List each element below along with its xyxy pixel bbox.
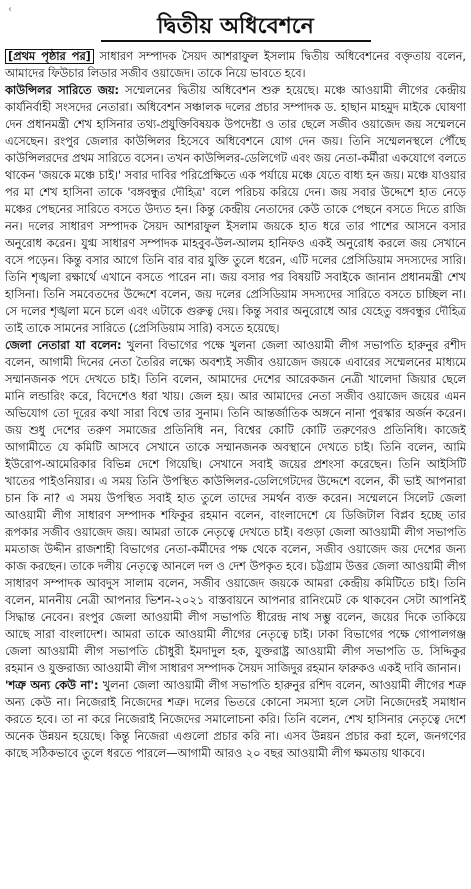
continued-from-label: [প্রথম পৃষ্ঠার পর] bbox=[5, 49, 94, 64]
section-text: খুলনা বিভাগের পক্ষে খুলনা জেলা আওয়ামী লীগ সভাপতি হারুনুর রশীদ বলেন, আগামী দিনের নেতা তৈরির লক্ষ্যে অবশ্যই সজীব ওয়াজেদ জয়কে এবারের সম্মেলনের মাধ্যমে সম্মানজনক পদে দেখতে চাই। তিনি বলেন, আমাদের দেশের আরেকজন নেত্রী খালেদা জিয়ার ছেলে মানি লন্ডারিং করে, বিদেশেও ধরা খায়। জেল হয়। আর আমাদের নেতা সজীব ওয়াজেদ জয়ের এমন অভিযোগ তো দূরের কথা সারা বিশ্বে তার সুনাম। তিনি আন্তর্জাতিক অঙ্গনে নানা পুরস্কার অর্জন করেন। জয় শুধু দেশের তরুণ সমাজের প্রতিনিধি নন, বিশ্বের কোটি কোটি তরুণেরও প্রতিনিধি। কাজেই আগামীতে যে কমিটি আসবে সেখানে তাকে সম্মানজনক অবস্থানে দেখতে চাই। তিনি বলেন, আমি ইউরোপ-আমেরিকার বিভিন্ন দেশে গিয়েছি। সেখানে সবাই জয়ের প্রশংসা করেছেন। তিনি আইসিটি খাতের পাইওনিয়ার। এ সময় তিনি উপস্থিত কাউন্সিলর-ডেলিগেটদের উদ্দেশে বলেন, কী ভাই আপনারা চান কি না? এ সময় উপস্থিত সবাই হাত তুলে তাদের সমর্থন ব্যক্ত করেন। সম্মেলনে সিলেট জেলা আওয়ামী লীগ সাধারণ সম্পাদক শফিকুর রহমান বলেন, বাংলাদেশে যে ডিজিটাল বিপ্লব হচ্ছে তার রূপকার সজীব ওয়াজেদ জয়। আমরা তাকে নেতৃত্বে দেখতে চাই। বগুড়া জেলা আওয়ামী লীগ সভাপতি মমতাজ উদ্দীন রাজশাহী বিভাগের নেতা-কর্মীদের পক্ষ থেকে বলেন, সজীব ওয়াজেদ জয় দেশের জন্য কাজ করছেন। তাকে দলীয় নেতৃত্বে আনলে দল ও দেশ উপকৃত হবে। চট্টগ্রাম উত্তর জেলা আওয়ামী লীগ সাধারণ সম্পাদক আবদুস সালাম বলেন, সজীব ওয়াজেদ জয়কে আমরা কেন্দ্রীয় কমিটিতে চাই। তিনি বলেন, মাননীয় নেত্রী আপনার ভিশন-২০২১ বাস্তবায়নে আপনার রানিংমেট কে থাকবেন সেটা আপনিই সিদ্ধান্ত নেবেন। রংপুর জেলা আওয়ামী লীগ সভাপতি ধীরেন্দ্র নাথ সম্ভু বলেন, জয়ের দিকে তাকিয়ে আছে সারা বাংলাদেশ। আমরা তাকে আওয়ামী লীগের নেতৃত্বে চাই। ঢাকা বিভাগের পক্ষে গোপালগঞ্জ জেলা আওয়ামী লীগ সভাপতি চৌধুরী ইমদাদুল হক, যুক্তরাষ্ট্র আওয়ামী লীগ সভাপতি ড. সিদ্দিকুর রহমান ও যুক্তরাজ্য আওয়ামী লীগ সাধারণ সম্পাদক সৈয়দ সাজিদুর রহমান ফারুকও একই দাবি জানান। bbox=[5, 339, 466, 675]
headline: দ্বিতীয় অধিবেশনে bbox=[157, 14, 314, 39]
intro-text: সাধারণ সম্পাদক সৈয়দ আশরাফুল ইসলাম দ্বিতীয় অধিবেশনের বক্তৃতায় বলেন, আমাদের ফিউচার লিডার সজীব ওয়াজেদ। তাকে নিয়ে ভাবতে হবে। bbox=[5, 50, 466, 80]
section-text: সম্মেলনের দ্বিতীয় অধিবেশন শুরু হয়েছে। মঞ্চে আওয়ামী লীগের কেন্দ্রীয় কার্যনির্বাহী সংসদের নেতারা। অধিবেশন সঞ্চালক দলের প্রচার সম্পাদক ড. হাছান মাহমুদ মাইকে ঘোষণা দেন প্রধানমন্ত্রী শেখ হাসিনার তথ্য-প্রযুক্তিবিষয়ক উপদেষ্টা ও তার ছেলে সজীব ওয়াজেদ জয় সম্মেলনে এসেছেন। রংপুর জেলার কাউন্সিলর হিসেবে অধিবেশনে যোগ দেন জয়। তিনি সম্মেলনস্থলে পৌঁছে কাউন্সিলরদের প্রথম সারিতে বসেন। তখন কাউন্সিলর-ডেলিগেট এবং জয় নেতা-কর্মীরা একযোগে বলতে থাকেন 'জয়কে মঞ্চে চাই।' সবার দাবির পরিপ্রেক্ষিতে এক পর্যায়ে মঞ্চে যেতে বাধ্য হন জয়। মঞ্চে যাওয়ার পর মা শেখ হাসিনা তাকে 'বঙ্গবন্ধুর দৌহিত্র' বলে পরিচয় করিয়ে দেন। জয় সবার উদ্দেশে হাত নেড়ে মঞ্চের পেছনের সারিতে বসতে উদ্যত হন। কিন্তু কেন্দ্রীয় নেতাদের কেউ তাকে পেছনে বসতে দিতে রাজি নন। দলের সাধারণ সম্পাদক সৈয়দ আশরাফুল ইসলাম জয়কে হাত ধরে তার পাশের আসনে বসার অনুরোধ করেন। যুগ্ম সাধারণ সম্পাদক মাহবুব-উল-আলম হানিফও একই অনুরোধ করলে জয় সেখানে বসে পড়েন। কিন্তু বসার আগে তিনি বার বার যুক্তি তুলে ধরেন, এটি দলের প্রেসিডিয়াম সদস্যদের সারি। তিনি শৃঙ্খলা রক্ষার্থে এখানে বসতে পারেন না। জয় বসার পর বিষয়টি সবাইকে জানান প্রধানমন্ত্রী শেখ হাসিনা। তিনি সমবেতদের উদ্দেশে বলেন, জয় দলের প্রেসিডিয়াম সদস্যদের সারিতে বসতে চাচ্ছিল না। সে দলের শৃঙ্খলা মনে চলে এবং এটাকে গুরুত্ব দেয়। কিন্তু সবার অনুরোধে আর যেহেতু বঙ্গবন্ধুর দৌহিত্র তাই তাকে সামনের সারিতে (প্রেসিডিয়াম সারি) বসতে হয়েছে। bbox=[5, 84, 466, 335]
section-district-leaders bbox=[5, 337, 466, 677]
section-councillor-row bbox=[5, 82, 466, 337]
headline-underline bbox=[101, 40, 371, 42]
section-heading: 'শত্রু অন্য কেউ না': bbox=[5, 679, 99, 692]
intro-paragraph bbox=[5, 48, 466, 82]
article-body bbox=[5, 48, 466, 762]
section-text: খুলনা জেলা আওয়ামী লীগ সভাপতি হারুনুর রশিদ বলেন, আওয়ামী লীগের শত্রু অন্য কেউ না। নিজেরাই নিজেদের শত্রু। দলের ভিতরে কোনো সমস্যা হলে সেটা নিজেদেরই সমাধান করতে হবে। তা না করে নিজেরাই নিজেদের সমালোচনা করি। তিনি বলেন, শেখ হাসিনার নেতৃত্বে দেশে অনেক উন্নয়ন হয়েছে। কিন্তু নিজেরা এগুলো প্রচার করি না। এসব উন্নয়ন প্রচার করা হলে, জনগণের কাছে সঠিকভাবে তুলে ধরতে পারলে—আগামী আরও ২০ বছর আওয়ামী লীগ ক্ষমতায় থাকবে। bbox=[5, 679, 466, 760]
section-heading: জেলা নেতারা যা বলেন: bbox=[5, 339, 122, 352]
newspaper-clipping bbox=[5, 4, 466, 881]
corner-mark: ‹ bbox=[8, 4, 12, 15]
section-no-other-enemy bbox=[5, 677, 466, 762]
headline-block bbox=[5, 14, 466, 42]
section-heading: কাউন্সিলর সারিতে জয়: bbox=[5, 84, 120, 97]
